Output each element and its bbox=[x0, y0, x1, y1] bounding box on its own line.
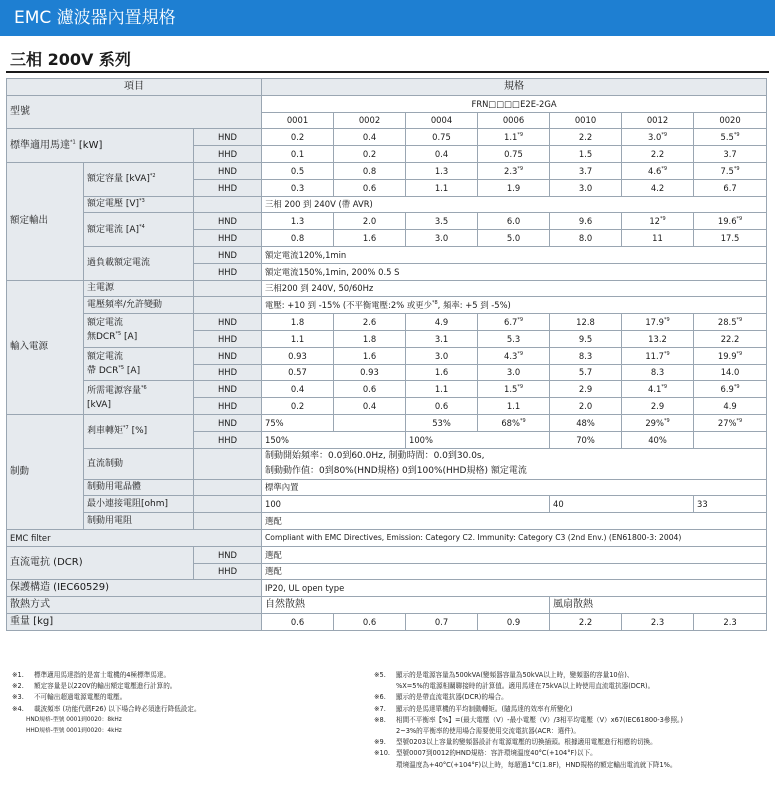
current-hnd-values-6: 12$^{*9}$ bbox=[622, 213, 694, 230]
page-banner: EMC 濾波器內置規格 bbox=[0, 0, 775, 36]
motor-label: 標準適用馬達$^{*1}$ [kW] bbox=[7, 129, 194, 163]
no-dcr-hhd-values-1: 1.1 bbox=[262, 330, 334, 347]
resistor-label: 制動用電阻 bbox=[84, 513, 194, 530]
motor-hhd-values-3: 0.4 bbox=[406, 146, 478, 163]
mode-hhd: HHD bbox=[194, 431, 262, 448]
dcr-hnd-values-7: 19.9$^{*9}$ bbox=[694, 347, 767, 364]
model-number-0010: 0010 bbox=[550, 112, 622, 129]
min-resistor-value-2: 40 bbox=[550, 496, 694, 513]
motor-hhd-values-4: 0.75 bbox=[478, 146, 550, 163]
current-hnd-values-2: 2.0 bbox=[334, 213, 406, 230]
mode-hnd: HND bbox=[194, 314, 262, 331]
footnote: ※3. 不可輸出超過電源電壓的電壓。 bbox=[12, 693, 127, 702]
motor-hhd-values-5: 1.5 bbox=[550, 146, 622, 163]
footnote: ※9. 型號0203以上容量的變頻器設計有電源電壓的切換插頭。根據適用電壓進行相應的切換。 bbox=[374, 738, 657, 747]
torque-hnd-4: 48% bbox=[550, 414, 622, 431]
dcr-hnd-values-6: 11.7$^{*9}$ bbox=[622, 347, 694, 364]
torque-hhd-1: 150% bbox=[262, 431, 406, 448]
main-blank bbox=[194, 280, 262, 297]
footnotes-right bbox=[374, 670, 769, 771]
min-resistor-label: 最小連接電阻[ohm] bbox=[84, 496, 194, 513]
mode-hhd: HHD bbox=[194, 179, 262, 196]
current-hnd-values-4: 6.0 bbox=[478, 213, 550, 230]
dcr-hhd-values-7: 14.0 bbox=[694, 364, 767, 381]
capacity-hhd-values-7: 6.7 bbox=[694, 179, 767, 196]
no-dcr-hnd-values-7: 28.5$^{*9}$ bbox=[694, 314, 767, 331]
mode-hhd: HHD bbox=[194, 398, 262, 415]
footnote: ※7. 顯示的是馬達單機的平均制動轉矩。(隨馬達的效率有所變化) bbox=[374, 704, 573, 713]
weight-values-1: 0.6 bbox=[262, 613, 334, 630]
mode-hnd: HND bbox=[194, 347, 262, 364]
rated-current-label: 額定電流 $[A]^{*4}$ bbox=[84, 213, 194, 247]
dcr-hnd: 選配 bbox=[262, 546, 767, 563]
mode-hnd: HND bbox=[194, 129, 262, 146]
model-number-0012: 0012 bbox=[622, 112, 694, 129]
dcr-hhd-values-2: 0.93 bbox=[334, 364, 406, 381]
dc-brake-blank bbox=[194, 448, 262, 479]
motor-hnd-values-5: 2.2 bbox=[550, 129, 622, 146]
mode-hhd: HHD bbox=[194, 230, 262, 247]
model-number-0006: 0006 bbox=[478, 112, 550, 129]
motor-hnd-values-3: 0.75 bbox=[406, 129, 478, 146]
footnote: ※6. 顯示的是帶直流電抗器(DCR)的場合。 bbox=[374, 693, 508, 702]
torque-hhd-empty bbox=[694, 431, 767, 448]
mode-hnd: HND bbox=[194, 381, 262, 398]
capacity-hnd-values-2: 0.8 bbox=[334, 162, 406, 179]
no-dcr-hnd-values-5: 12.8 bbox=[550, 314, 622, 331]
power-cap-hnd-values-4: 1.5$^{*9}$ bbox=[478, 381, 550, 398]
overload-label: 過負載額定電流 bbox=[84, 246, 194, 280]
title-rule bbox=[6, 71, 769, 73]
no-dcr-hhd-values-7: 22.2 bbox=[694, 330, 767, 347]
mode-hhd: HHD bbox=[194, 563, 262, 580]
min-resistor-value-1: 100 bbox=[262, 496, 550, 513]
power-cap-hnd-values-3: 1.1 bbox=[406, 381, 478, 398]
current-hnd-values-3: 3.5 bbox=[406, 213, 478, 230]
dcr-hhd-values-5: 5.7 bbox=[550, 364, 622, 381]
mode-hhd: HHD bbox=[194, 364, 262, 381]
variation-blank bbox=[194, 297, 262, 314]
torque-hhd-3: 70% bbox=[550, 431, 622, 448]
current-hhd-values-2: 1.6 bbox=[334, 230, 406, 247]
no-dcr-hnd-values-3: 4.9 bbox=[406, 314, 478, 331]
torque-hhd-4: 40% bbox=[622, 431, 694, 448]
rated-output-label: 額定輸出 bbox=[7, 162, 84, 280]
mode-hnd: HND bbox=[194, 162, 262, 179]
power-cap-hhd-values-5: 2.0 bbox=[550, 398, 622, 415]
power-cap-hnd-values-7: 6.9$^{*9}$ bbox=[694, 381, 767, 398]
capacity-hnd-values-1: 0.5 bbox=[262, 162, 334, 179]
resistor-blank bbox=[194, 513, 262, 530]
current-hhd-values-3: 3.0 bbox=[406, 230, 478, 247]
item-header: 項目 bbox=[7, 79, 262, 96]
dc-brake-label: 直流制動 bbox=[84, 448, 194, 479]
motor-hhd-values-2: 0.2 bbox=[334, 146, 406, 163]
emc-value: Compliant with EMC Directives, Emission: Category C2. Immunity: Category C3 (2nd Env.) (EN61800-3: 2004) bbox=[262, 529, 767, 546]
no-dcr-hnd-values-1: 1.8 bbox=[262, 314, 334, 331]
mode-hhd: HHD bbox=[194, 330, 262, 347]
min-resistor-value-3: 33 bbox=[694, 496, 767, 513]
model-number-0002: 0002 bbox=[334, 112, 406, 129]
capacity-hnd-values-4: 2.3$^{*9}$ bbox=[478, 162, 550, 179]
series-title: 三相 200V 系列 bbox=[10, 50, 131, 69]
motor-hnd-values-7: 5.5$^{*9}$ bbox=[694, 129, 767, 146]
rated-voltage-label: 額定電壓 $[V]^{*3}$ bbox=[84, 196, 194, 213]
footnote: ※4. 載波頻率 (功能代碼F26) 以下場合時必須進行降低設定。 bbox=[12, 704, 201, 713]
main-power-value: 三相200 到 240V, 50/60Hz bbox=[262, 280, 767, 297]
weight-values-6: 2.3 bbox=[622, 613, 694, 630]
current-no-dcr-label: 額定電流 無DCR$^{*5}$ [A] bbox=[84, 314, 194, 348]
power-cap-hnd-values-6: 4.1$^{*9}$ bbox=[622, 381, 694, 398]
footnote: 環境溫度為+40°C(+104°F)以上時，每超過1°C(1.8F)，HND規格的額定輸出電流就下降1%。 bbox=[396, 760, 677, 769]
mode-hhd: HHD bbox=[194, 146, 262, 163]
torque-hhd-2: 100% bbox=[406, 431, 550, 448]
capacity-hhd-values-5: 3.0 bbox=[550, 179, 622, 196]
dcr-hnd-values-4: 4.3$^{*9}$ bbox=[478, 347, 550, 364]
current-hhd-values-4: 5.0 bbox=[478, 230, 550, 247]
cooling-natural: 自然散熱 bbox=[262, 597, 550, 614]
torque-hnd-1: 75% bbox=[262, 414, 334, 431]
main-power-label: 主電源 bbox=[84, 280, 194, 297]
footnote: ※8. 相間不平衡率【%】=(最大電壓（V）-最小電壓（V）/3相平均電壓（V）x67(IEC61800-3參照。) bbox=[374, 715, 683, 724]
model-number-0001: 0001 bbox=[262, 112, 334, 129]
dcr-hhd: 選配 bbox=[262, 563, 767, 580]
capacity-hhd-values-3: 1.1 bbox=[406, 179, 478, 196]
mode-hnd: HND bbox=[194, 213, 262, 230]
input-power-label: 輸入電源 bbox=[7, 280, 84, 414]
model-number-0020: 0020 bbox=[694, 112, 767, 129]
footnote: ※5. 顯示的是電源容量為500kVA(變頻器容量為50kVA以上時，變頻器的容量10倍)、 bbox=[374, 671, 634, 679]
footnote: ※2. 額定容量是以220V的輸出額定電壓進行計算的。 bbox=[12, 682, 177, 691]
current-hhd-values-6: 11 bbox=[622, 230, 694, 247]
power-cap-hhd-values-3: 0.6 bbox=[406, 398, 478, 415]
mode-hnd: HND bbox=[194, 546, 262, 563]
motor-hnd-values-6: 3.0$^{*9}$ bbox=[622, 129, 694, 146]
current-dcr-label: 額定電流 帶 DCR$^{*5}$ [A] bbox=[84, 347, 194, 381]
dc-brake-value: 制動開始頻率：0.0到60.0Hz, 制動時間：0.0到30.0s, 制動動作值：0到80%(HND規格) 0到100%(HHD規格) 額定電流 bbox=[262, 448, 767, 479]
motor-hnd-values-2: 0.4 bbox=[334, 129, 406, 146]
cooling-label: 散熱方式 bbox=[7, 597, 262, 614]
rated-capacity-label: 額定容量 [kVA]$^{*2}$ bbox=[84, 162, 194, 196]
current-hnd-values-5: 9.6 bbox=[550, 213, 622, 230]
min-resistor-blank bbox=[194, 496, 262, 513]
capacity-hhd-values-1: 0.3 bbox=[262, 179, 334, 196]
no-dcr-hnd-values-6: 17.9$^{*9}$ bbox=[622, 314, 694, 331]
motor-hhd-values-6: 2.2 bbox=[622, 146, 694, 163]
capacity-hhd-values-4: 1.9 bbox=[478, 179, 550, 196]
motor-hnd-values-4: 1.1$^{*9}$ bbox=[478, 129, 550, 146]
no-dcr-hnd-values-2: 2.6 bbox=[334, 314, 406, 331]
capacity-hnd-values-5: 3.7 bbox=[550, 162, 622, 179]
footnote: %X=5%的電源相關聯接時的計算值。適用馬達在75kVA以上時使用直流電抗器(DCR)。 bbox=[396, 682, 655, 691]
enclosure-label: 保護構造 (IEC60529) bbox=[7, 580, 262, 597]
footnote: ※1. 標準適用馬達指的是富士電機的4極標準馬達。 bbox=[12, 671, 171, 679]
no-dcr-hhd-values-4: 5.3 bbox=[478, 330, 550, 347]
torque-hnd-6: 27%$^{*9}$ bbox=[694, 414, 767, 431]
transistor-value: 標準內置 bbox=[262, 479, 767, 496]
torque-hnd-3: 68%$^{*9}$ bbox=[478, 414, 550, 431]
brake-torque-label: 剎車轉矩$^{*7}$ [%] bbox=[84, 414, 194, 448]
dcr-hnd-values-5: 8.3 bbox=[550, 347, 622, 364]
weight-values-4: 0.9 bbox=[478, 613, 550, 630]
mode-hnd: HND bbox=[194, 414, 262, 431]
power-cap-hnd-values-2: 0.6 bbox=[334, 381, 406, 398]
resistor-value: 選配 bbox=[262, 513, 767, 530]
torque-hnd-5: 29%$^{*9}$ bbox=[622, 414, 694, 431]
model-name: FRN□□□□E2E-2GA bbox=[262, 95, 767, 112]
power-cap-hnd-values-5: 2.9 bbox=[550, 381, 622, 398]
no-dcr-hhd-values-6: 13.2 bbox=[622, 330, 694, 347]
power-cap-hhd-values-2: 0.4 bbox=[334, 398, 406, 415]
variation-label: 電壓頻率/允許變動 bbox=[84, 297, 194, 314]
power-cap-hhd-values-7: 4.9 bbox=[694, 398, 767, 415]
current-hnd-values-7: 19.6$^{*9}$ bbox=[694, 213, 767, 230]
capacity-hnd-values-3: 1.3 bbox=[406, 162, 478, 179]
variation-value: 電壓: +10 到 -15% (不平衡電壓:2% 或更少$^{*8}$, 頻率: +5 到 -5%) bbox=[262, 297, 767, 314]
transistor-blank bbox=[194, 479, 262, 496]
power-capacity-label: 所需電源容量$^{*6}$ [kVA] bbox=[84, 381, 194, 415]
current-hhd-values-1: 0.8 bbox=[262, 230, 334, 247]
current-hnd-values-1: 1.3 bbox=[262, 213, 334, 230]
dcr-hhd-values-4: 3.0 bbox=[478, 364, 550, 381]
no-dcr-hhd-values-3: 3.1 bbox=[406, 330, 478, 347]
type-label: 型號 bbox=[7, 95, 262, 129]
capacity-hhd-values-6: 4.2 bbox=[622, 179, 694, 196]
motor-hhd-values-1: 0.1 bbox=[262, 146, 334, 163]
power-cap-hnd-values-1: 0.4 bbox=[262, 381, 334, 398]
weight-values-2: 0.6 bbox=[334, 613, 406, 630]
dcr-hhd-values-1: 0.57 bbox=[262, 364, 334, 381]
current-hhd-values-5: 8.0 bbox=[550, 230, 622, 247]
motor-hhd-values-7: 3.7 bbox=[694, 146, 767, 163]
torque-hnd-2: 53% bbox=[406, 414, 478, 431]
spec-header: 規格 bbox=[262, 79, 767, 96]
spec-table bbox=[6, 78, 767, 631]
mode-hnd: HND bbox=[194, 246, 262, 263]
footnote-sub: HHD規格-型號 0001到0020：4kHz bbox=[26, 728, 122, 735]
no-dcr-hhd-values-2: 1.8 bbox=[334, 330, 406, 347]
braking-label: 制動 bbox=[7, 414, 84, 529]
capacity-hhd-values-2: 0.6 bbox=[334, 179, 406, 196]
torque-hnd-empty bbox=[334, 414, 406, 431]
enclosure-value: IP20, UL open type bbox=[262, 580, 767, 597]
dcr-label: 直流電抗 (DCR) bbox=[7, 546, 194, 580]
footnotes-left bbox=[12, 670, 372, 737]
rated-voltage-value: 三相 200 到 240V (帶 AVR) bbox=[262, 196, 767, 213]
capacity-hnd-values-6: 4.6$^{*9}$ bbox=[622, 162, 694, 179]
overload-hhd: 額定電流150%,1min, 200% 0.5 S bbox=[262, 263, 767, 280]
weight-values-5: 2.2 bbox=[550, 613, 622, 630]
footnote: 2~3%的平衡率的使用場合需要使用交流電抗器(ACR：選件)。 bbox=[396, 727, 580, 736]
power-cap-hhd-values-1: 0.2 bbox=[262, 398, 334, 415]
emc-label: EMC filter bbox=[7, 529, 262, 546]
dcr-hhd-values-6: 8.3 bbox=[622, 364, 694, 381]
no-dcr-hnd-values-4: 6.7$^{*9}$ bbox=[478, 314, 550, 331]
dcr-hhd-values-3: 1.6 bbox=[406, 364, 478, 381]
dcr-hnd-values-1: 0.93 bbox=[262, 347, 334, 364]
voltage-blank bbox=[194, 196, 262, 213]
dcr-hnd-values-2: 1.6 bbox=[334, 347, 406, 364]
power-cap-hhd-values-6: 2.9 bbox=[622, 398, 694, 415]
capacity-hnd-values-7: 7.5$^{*9}$ bbox=[694, 162, 767, 179]
motor-hnd-values-1: 0.2 bbox=[262, 129, 334, 146]
transistor-label: 制動用電晶體 bbox=[84, 479, 194, 496]
model-number-0004: 0004 bbox=[406, 112, 478, 129]
no-dcr-hhd-values-5: 9.5 bbox=[550, 330, 622, 347]
overload-hnd: 額定電流120%,1min bbox=[262, 246, 767, 263]
mode-hhd: HHD bbox=[194, 263, 262, 280]
footnote: ※10. 型號0007到0012的HND規格：容許環境溫度40°C(+104°F)以下。 bbox=[374, 749, 597, 758]
current-hhd-values-7: 17.5 bbox=[694, 230, 767, 247]
weight-label: 重量 [kg] bbox=[7, 613, 262, 630]
power-cap-hhd-values-4: 1.1 bbox=[478, 398, 550, 415]
dcr-hnd-values-3: 3.0 bbox=[406, 347, 478, 364]
footnote-sub: HND規格-型號 0001到0020：8kHz bbox=[26, 716, 122, 723]
weight-values-7: 2.3 bbox=[694, 613, 767, 630]
cooling-fan: 風扇散熱 bbox=[550, 597, 767, 614]
weight-values-3: 0.7 bbox=[406, 613, 478, 630]
